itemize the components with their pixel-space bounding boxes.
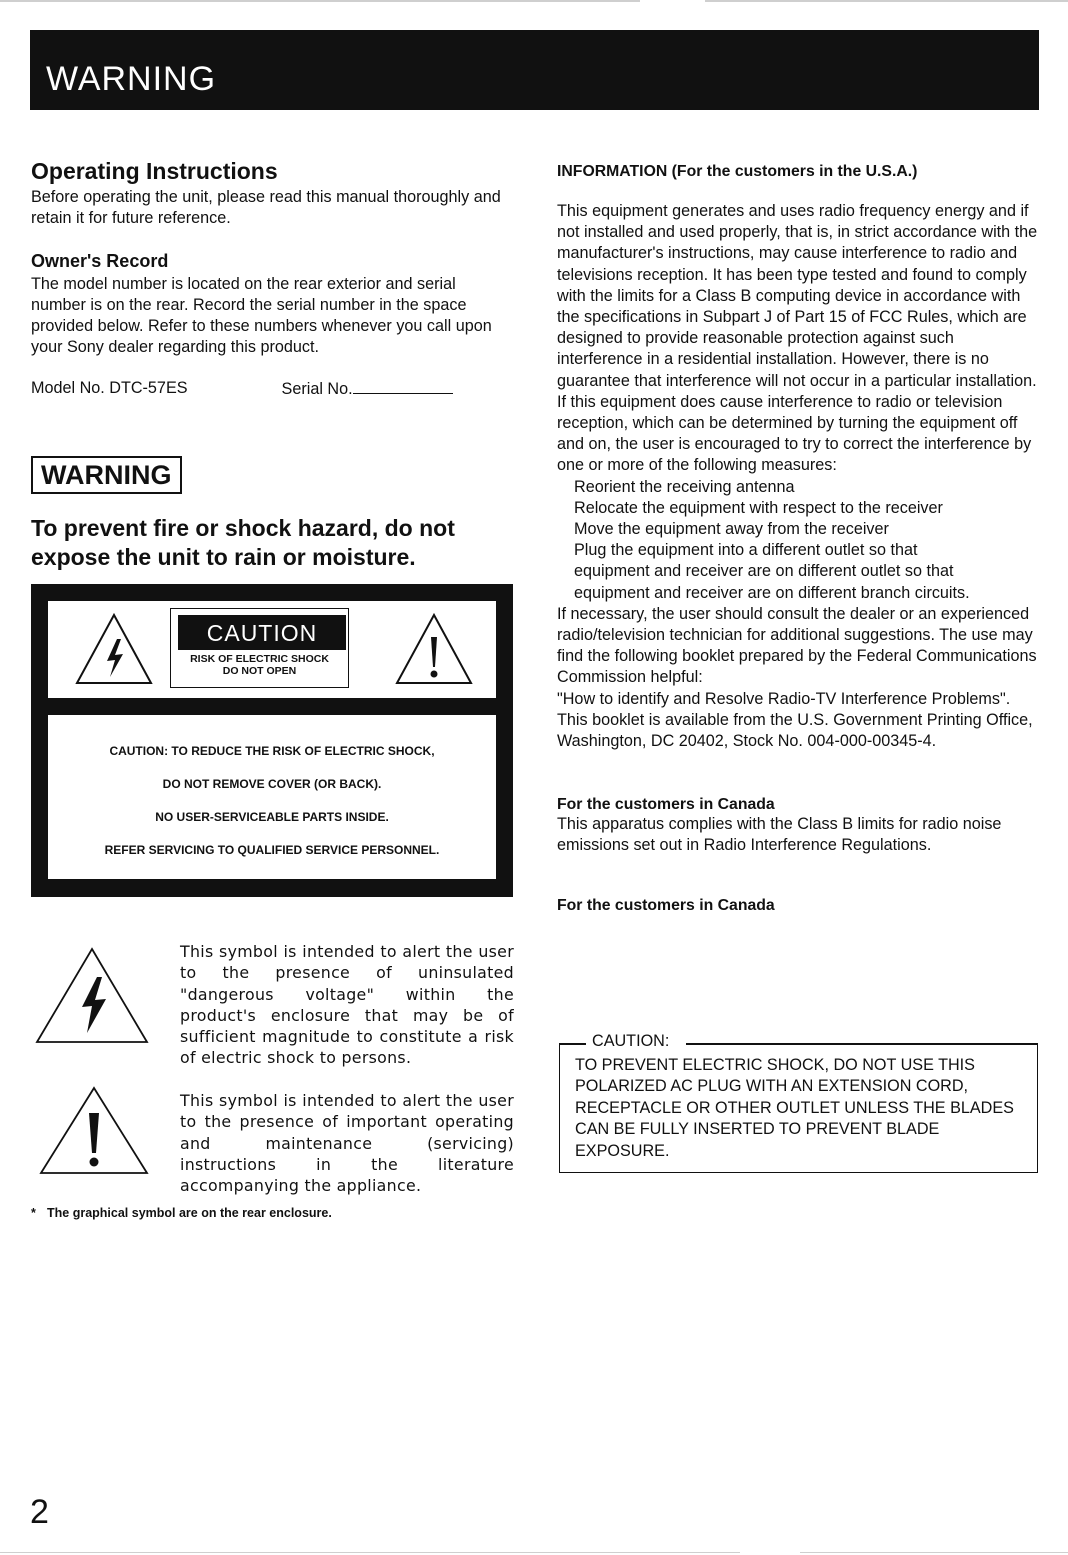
- warning-boxed-heading: WARNING: [31, 456, 182, 494]
- operating-instructions-text: Before operating the unit, please read this manual thoroughly and retain it for future reference.: [31, 188, 501, 227]
- caution-center-panel: [170, 608, 349, 688]
- model-serial-row: [31, 379, 511, 399]
- operating-instructions-title: Operating Instructions: [31, 158, 278, 184]
- caution-label-text: CAUTION: TO REDUCE THE RISK OF ELECTRIC SHOCK, DO NOT REMOVE COVER (OR BACK). NO USER-SERVICEABLE PARTS INSIDE. REFER SERVICING TO QUALIFIED SERVICE PERSONNEL.: [48, 715, 496, 879]
- canada-title-2: For the customers in Canada: [557, 896, 775, 914]
- page-number: 2: [30, 1493, 49, 1531]
- exclamation-symbol-description: This symbol is intended to alert the user to the presence of important operating and maintenance (servicing) instructions in the literature accompanying the appliance.: [180, 1091, 514, 1196]
- lightning-symbol-description: This symbol is intended to alert the user to the presence of uninsulated "dangerous voltage" within the product's enclosure that may be of sufficient magnitude to constitute a risk of electric shock to persons.: [180, 942, 514, 1068]
- list-item: Reorient the receiving antenna: [574, 477, 795, 496]
- left-column: [31, 158, 511, 572]
- fire-shock-warning: To prevent fire or shock hazard, do not expose the unit to rain or moisture.: [31, 515, 455, 570]
- fcc-info-title: INFORMATION (For the customers in the U.S.A.): [557, 163, 918, 180]
- caution-subtext: RISK OF ELECTRIC SHOCK DO NOT OPEN: [190, 653, 329, 677]
- caution-header: CAUTION: [178, 615, 346, 650]
- canada-title-1: For the customers in Canada: [557, 796, 775, 814]
- list-item: Relocate the equipment with respect to the receiver: [574, 498, 943, 517]
- list-item: Move the equipment away from the receiver: [574, 520, 889, 539]
- warning-banner: [30, 30, 1039, 110]
- lightning-triangle-icon: [73, 611, 155, 686]
- caution-label-graphic: [31, 584, 513, 897]
- fcc-info-text-2: If necessary, the user should consult the dealer or an experienced radio/television technician for additional suggestions. The use may find the following booklet prepared by the Federal Communications Commission helpful:: [557, 604, 1037, 687]
- fcc-info-text: This equipment generates and uses radio frequency energy and if not installed and used properly, that is, in strict accordance with the manufacturer's instructions, may cause interference to radio and televisions reception. It has been type tested and found to comply with the limits for a Class B computing device in accordance with the specifications in Subpart J of Part 15 of FCC Rules, which are designed to provide reasonable protection against such interference in a residential installation. However, there is no guarantee that interference will not occur in a particular installation. If this equipment does cause interference to radio or television reception, which can be determined by turning the equipment off and on, the user is encouraged to try to correct the interference by one or more of the following measures:: [557, 202, 1038, 475]
- exclamation-symbol-icon: [39, 1085, 149, 1175]
- canada-caution-box: [559, 1032, 1038, 1173]
- caution-label-top: [48, 601, 496, 698]
- right-column: [557, 163, 1039, 915]
- list-item: Plug the equipment into a different outlet so that: [574, 541, 918, 560]
- symbol-footnote: * The graphical symbol are on the rear enclosure.: [31, 1206, 332, 1220]
- fcc-booklet-text: "How to identify and Resolve Radio-TV Interference Problems". This booklet is available from the U.S. Government Printing Office, Washington, DC 20402, Stock No. 004-000-00345-4.: [557, 689, 1033, 751]
- owners-record-text: The model number is located on the rear exterior and serial number is on the rear. Record the serial number in the space provided below. Refer to these numbers whenever you call upon your Sony dealer regarding this product.: [31, 275, 492, 356]
- banner-title: WARNING: [46, 60, 217, 98]
- exclamation-triangle-icon: [393, 611, 475, 686]
- caution-caption: CAUTION:: [592, 1032, 670, 1050]
- lightning-symbol-icon: [35, 945, 150, 1045]
- list-item: equipment and receiver are on different branch circuits.: [574, 583, 970, 602]
- canada-text-1: This apparatus complies with the Class B limits for radio noise emissions set out in Radio Interference Regulations.: [557, 815, 1002, 855]
- owners-record-title: Owner's Record: [31, 251, 169, 271]
- measures-list: [557, 477, 1039, 604]
- caution-body: TO PREVENT ELECTRIC SHOCK, DO NOT USE THIS POLARIZED AC PLUG WITH AN EXTENSION CORD, RECEPTACLE OR OTHER OUTLET UNLESS THE BLADES CAN BE FULLY INSERTED TO PREVENT BLADE EXPOSURE.: [575, 1056, 1014, 1160]
- model-number: Model No. DTC-57ES: [31, 379, 188, 397]
- list-item: equipment and receiver are on different outlet so that: [574, 562, 954, 581]
- serial-number-field: Serial No.: [282, 379, 453, 399]
